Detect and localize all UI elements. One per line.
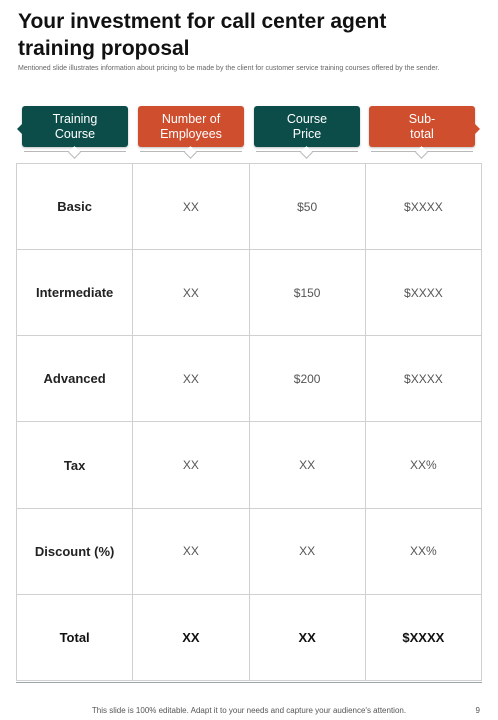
total-row bbox=[17, 594, 482, 680]
employees-cell: XX bbox=[133, 508, 249, 594]
course-name-cell: Basic bbox=[17, 164, 133, 250]
total-employees-cell: XX bbox=[133, 594, 249, 680]
tab-caret-icon bbox=[68, 146, 81, 159]
header-tab-number-of-employees bbox=[138, 104, 254, 156]
tab-caret-icon bbox=[300, 146, 313, 159]
table-row bbox=[17, 508, 482, 594]
header-tab-course-price-box bbox=[254, 106, 360, 147]
price-cell: $50 bbox=[249, 164, 365, 250]
header-training-course-label: Training Course bbox=[52, 111, 98, 141]
page-number: 9 bbox=[475, 706, 480, 715]
divider bbox=[16, 682, 482, 683]
column-header-tabs bbox=[0, 104, 498, 156]
price-cell: XX bbox=[249, 508, 365, 594]
price-cell: $200 bbox=[249, 336, 365, 422]
tab-caret-icon bbox=[184, 146, 197, 159]
total-subtotal-cell: $XXXX bbox=[365, 594, 481, 680]
header-tab-sub-total-box bbox=[369, 106, 475, 147]
footer-note: This slide is 100% editable. Adapt it to your needs and capture your audience's attention. bbox=[91, 706, 407, 715]
header-number-of-employees-label: Number of Employees bbox=[160, 111, 222, 141]
employees-cell: XX bbox=[133, 250, 249, 336]
tab-notch-left bbox=[17, 124, 22, 134]
page-title: Your investment for call center agent training proposal bbox=[18, 10, 387, 60]
course-name-cell: Tax bbox=[17, 422, 133, 508]
price-cell: $150 bbox=[249, 250, 365, 336]
pricing-table bbox=[16, 163, 482, 681]
employees-cell: XX bbox=[133, 422, 249, 508]
header-tab-course-price bbox=[254, 104, 370, 156]
course-name-cell: Advanced bbox=[17, 336, 133, 422]
course-name-cell: Discount (%) bbox=[17, 508, 133, 594]
subtotal-cell: $XXXX bbox=[365, 250, 481, 336]
tab-caret-icon bbox=[415, 146, 428, 159]
table-row bbox=[17, 336, 482, 422]
subtotal-cell: $XXXX bbox=[365, 336, 481, 422]
header-tab-number-of-employees-box bbox=[138, 106, 244, 147]
table-row bbox=[17, 422, 482, 508]
table-row bbox=[17, 164, 482, 250]
course-name-cell: Intermediate bbox=[17, 250, 133, 336]
page-subtitle: Mentioned slide illustrates information about pricing to be made by the client for customer service training courses offered by the sender. bbox=[18, 65, 440, 72]
total-price-cell: XX bbox=[249, 594, 365, 680]
subtotal-cell: $XXXX bbox=[365, 164, 481, 250]
employees-cell: XX bbox=[133, 164, 249, 250]
header-course-price-label: Course Price bbox=[286, 111, 328, 141]
subtotal-cell: XX% bbox=[365, 508, 481, 594]
header-sub-total-label: Sub- total bbox=[408, 111, 436, 141]
header-tab-training-course bbox=[22, 104, 138, 156]
total-label-cell: Total bbox=[17, 594, 133, 680]
table-row bbox=[17, 250, 482, 336]
tab-notch-right bbox=[475, 124, 480, 134]
subtotal-cell: XX% bbox=[365, 422, 481, 508]
employees-cell: XX bbox=[133, 336, 249, 422]
price-cell: XX bbox=[249, 422, 365, 508]
header-tab-training-course-box bbox=[22, 106, 128, 147]
header-tab-sub-total bbox=[369, 104, 485, 156]
